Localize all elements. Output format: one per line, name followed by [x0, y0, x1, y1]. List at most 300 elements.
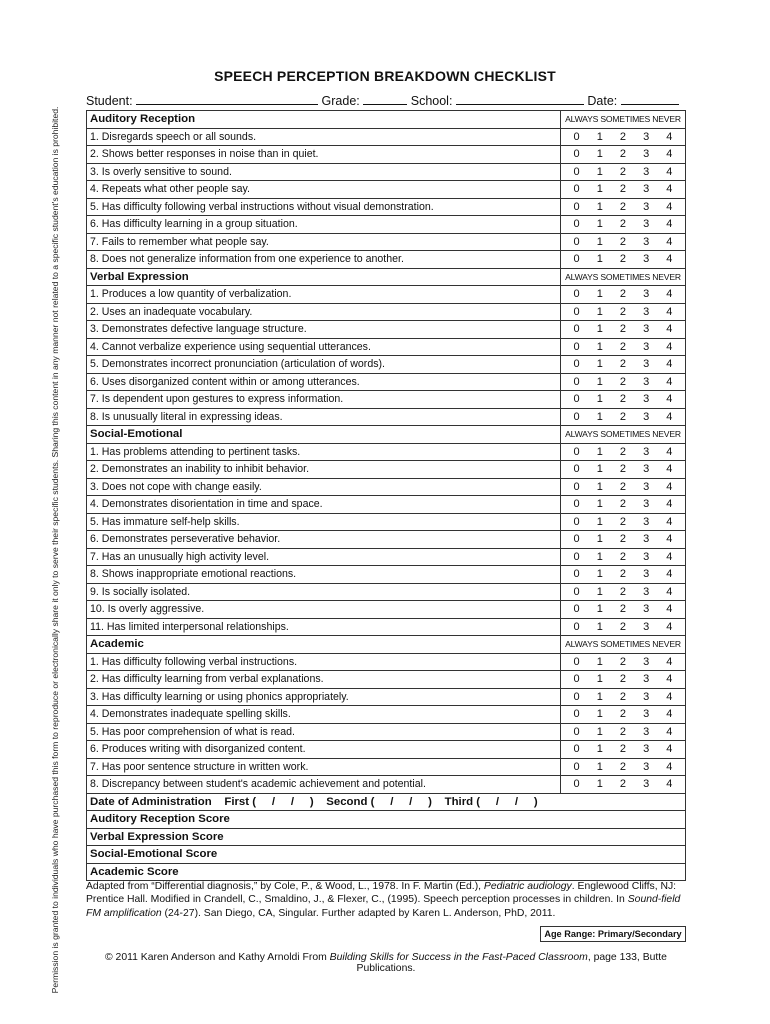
item-text: 1. Has problems attending to pertinent tasks.	[87, 443, 561, 461]
rating-option[interactable]: 0	[573, 620, 580, 633]
rating-option[interactable]: 0	[573, 305, 580, 318]
checklist-item	[87, 321, 686, 339]
rating-option[interactable]: 2	[619, 463, 627, 475]
permission-text: Permission is granted to individuals who have purchased this form to reproduce or electronically share it only to serve their specific students. Sharing this content in any manner not related to a specific student's education is prohibited.	[50, 106, 60, 994]
rating-option[interactable]: 3	[643, 550, 650, 563]
rating-option[interactable]: 1	[596, 603, 603, 615]
rating-option[interactable]: 4	[666, 708, 673, 720]
rating-cell	[561, 531, 686, 549]
rating-option[interactable]: 1	[596, 218, 603, 230]
rating-options	[561, 216, 685, 233]
rating-cell	[561, 443, 686, 461]
rating-options	[561, 304, 685, 321]
rating-option[interactable]: 0	[573, 288, 580, 300]
rating-option[interactable]: 0	[573, 673, 580, 685]
score-label[interactable]: Social-Emotional Score	[87, 846, 686, 864]
checklist-item	[87, 286, 686, 304]
item-text: 5. Has poor comprehension of what is read.	[87, 723, 561, 741]
rating-option[interactable]: 0	[573, 480, 580, 493]
rating-option[interactable]: 2	[619, 655, 627, 668]
rating-option[interactable]: 2	[619, 673, 627, 685]
rating-option[interactable]: 4	[666, 305, 673, 318]
scale-header: ALWAYS SOMETIMES NEVER	[561, 111, 686, 129]
rating-option[interactable]: 3	[643, 305, 650, 318]
rating-options	[561, 671, 685, 688]
rating-option[interactable]: 3	[643, 410, 650, 423]
checklist-item	[87, 181, 686, 199]
rating-option[interactable]: 1	[596, 515, 603, 528]
rating-option[interactable]: 3	[643, 165, 650, 178]
rating-option[interactable]: 3	[643, 183, 650, 195]
rating-option[interactable]: 2	[619, 410, 627, 423]
rating-cell	[561, 391, 686, 409]
item-text: 8. Does not generalize information from one experience to another.	[87, 251, 561, 269]
rating-option[interactable]: 4	[666, 218, 673, 230]
rating-option[interactable]: 1	[596, 673, 603, 685]
rating-option[interactable]: 0	[573, 568, 580, 580]
item-text: 2. Has difficulty learning from verbal explanations.	[87, 671, 561, 689]
checklist-item	[87, 461, 686, 479]
rating-option[interactable]: 0	[573, 725, 580, 738]
rating-option[interactable]: 3	[643, 288, 650, 300]
rating-option[interactable]: 0	[573, 410, 580, 423]
rating-option[interactable]: 3	[643, 218, 650, 230]
rating-option[interactable]: 1	[596, 498, 603, 510]
item-text: 1. Has difficulty following verbal instructions.	[87, 653, 561, 671]
rating-option[interactable]: 3	[643, 533, 650, 545]
rating-option[interactable]: 4	[666, 358, 673, 370]
rating-option[interactable]: 3	[643, 130, 650, 143]
rating-option[interactable]: 2	[619, 323, 627, 335]
rating-option[interactable]: 1	[596, 708, 603, 720]
checklist-item	[87, 566, 686, 584]
page-title: SPEECH PERCEPTION BREAKDOWN CHECKLIST	[214, 68, 556, 84]
rating-option[interactable]: 2	[619, 235, 627, 248]
rating-options	[561, 566, 685, 583]
item-text: 7. Fails to remember what people say.	[87, 233, 561, 251]
item-text: 2. Shows better responses in noise than in quiet.	[87, 146, 561, 164]
rating-option[interactable]: 2	[619, 445, 627, 458]
item-text: 4. Cannot verbalize experience using sequential utterances.	[87, 338, 561, 356]
rating-option[interactable]: 4	[666, 760, 673, 773]
checklist-item	[87, 303, 686, 321]
checklist-item	[87, 601, 686, 619]
rating-cell	[561, 478, 686, 496]
rating-option[interactable]: 3	[643, 603, 650, 615]
rating-option[interactable]: 2	[619, 305, 627, 318]
citation	[86, 880, 686, 920]
rating-cell	[561, 653, 686, 671]
rating-option[interactable]: 0	[573, 253, 580, 265]
rating-option[interactable]: 1	[596, 148, 603, 160]
item-text: 2. Demonstrates an inability to inhibit behavior.	[87, 461, 561, 479]
rating-cell	[561, 216, 686, 234]
rating-option[interactable]: 3	[643, 393, 650, 405]
rating-option[interactable]: 2	[619, 218, 627, 230]
rating-option[interactable]: 4	[666, 778, 673, 790]
rating-option[interactable]: 2	[619, 603, 627, 615]
rating-option[interactable]: 4	[666, 463, 673, 475]
checklist-item	[87, 146, 686, 164]
item-text: 7. Is dependent upon gestures to express information.	[87, 391, 561, 409]
rating-option[interactable]: 0	[573, 165, 580, 178]
rating-option[interactable]: 4	[666, 743, 673, 755]
rating-option[interactable]: 4	[666, 480, 673, 493]
rating-option[interactable]: 1	[596, 743, 603, 755]
rating-option[interactable]: 4	[666, 375, 673, 388]
rating-option[interactable]: 1	[596, 358, 603, 370]
school-field[interactable]	[456, 92, 584, 105]
rating-option[interactable]: 4	[666, 725, 673, 738]
item-text: 6. Produces writing with disorganized content.	[87, 741, 561, 759]
school-label: School:	[410, 94, 453, 108]
rating-option[interactable]: 4	[666, 130, 673, 143]
rating-option[interactable]: 3	[643, 148, 650, 160]
rating-option[interactable]: 3	[643, 445, 650, 458]
rating-option[interactable]: 2	[619, 515, 627, 528]
rating-cell	[561, 723, 686, 741]
checklist-item	[87, 706, 686, 724]
citation-text-2: . Englewood Cliffs, NJ: Prentice Hall. Modified in Crandell, C., Smaldino, J., & Flexer, C., (1995). Speech perception processes in children. In	[86, 881, 677, 906]
rating-options	[561, 251, 685, 268]
rating-option[interactable]: 4	[666, 498, 673, 510]
rating-option[interactable]: 4	[666, 288, 673, 300]
rating-option[interactable]: 2	[619, 253, 627, 265]
rating-option[interactable]: 4	[666, 200, 673, 213]
rating-cell	[561, 251, 686, 269]
checklist-item	[87, 531, 686, 549]
rating-option[interactable]: 4	[666, 235, 673, 248]
rating-option[interactable]: 3	[643, 568, 650, 580]
rating-option[interactable]: 0	[573, 585, 580, 598]
rating-option[interactable]: 2	[619, 480, 627, 493]
rating-option[interactable]: 4	[666, 148, 673, 160]
rating-option[interactable]: 1	[596, 235, 603, 248]
rating-option[interactable]: 2	[619, 358, 627, 370]
rating-option[interactable]: 1	[596, 200, 603, 213]
rating-option[interactable]: 2	[619, 165, 627, 178]
rating-cell	[561, 356, 686, 374]
rating-option[interactable]: 2	[619, 200, 627, 213]
item-text: 6. Demonstrates perseverative behavior.	[87, 531, 561, 549]
rating-option[interactable]: 2	[619, 743, 627, 755]
rating-option[interactable]: 2	[619, 183, 627, 195]
rating-option[interactable]: 2	[619, 620, 627, 633]
grade-field[interactable]	[363, 92, 407, 105]
item-text: 4. Demonstrates inadequate spelling skills.	[87, 706, 561, 724]
rating-option[interactable]: 2	[619, 148, 627, 160]
rating-option[interactable]: 1	[596, 568, 603, 580]
rating-options	[561, 531, 685, 548]
rating-option[interactable]: 4	[666, 165, 673, 178]
citation-title-2: Sound-field FM amplification	[86, 894, 681, 919]
checklist-item	[87, 408, 686, 426]
rating-option[interactable]: 1	[596, 183, 603, 195]
rating-option[interactable]: 3	[643, 235, 650, 248]
rating-options	[561, 706, 685, 723]
rating-option[interactable]: 0	[573, 690, 580, 703]
rating-option[interactable]: 1	[596, 550, 603, 563]
rating-option[interactable]: 3	[643, 358, 650, 370]
copyright	[86, 952, 686, 974]
rating-option[interactable]: 3	[643, 585, 650, 598]
rating-option[interactable]: 3	[643, 778, 650, 790]
item-text: 9. Is socially isolated.	[87, 583, 561, 601]
rating-options	[561, 461, 685, 478]
rating-options	[561, 759, 685, 776]
rating-option[interactable]: 0	[573, 655, 580, 668]
rating-option[interactable]: 0	[573, 603, 580, 615]
rating-option[interactable]: 3	[643, 463, 650, 475]
rating-option[interactable]: 0	[573, 760, 580, 773]
rating-option[interactable]: 1	[596, 393, 603, 405]
rating-cell	[561, 776, 686, 794]
rating-option[interactable]: 2	[619, 760, 627, 773]
section-header	[87, 426, 686, 444]
score-label[interactable]: Auditory Reception Score	[87, 811, 686, 829]
checklist-item	[87, 128, 686, 146]
rating-option[interactable]: 0	[573, 358, 580, 370]
rating-option[interactable]: 3	[643, 375, 650, 388]
item-text: 5. Demonstrates incorrect pronunciation (articulation of words).	[87, 356, 561, 374]
rating-cell	[561, 618, 686, 636]
rating-cell	[561, 181, 686, 199]
rating-option[interactable]: 4	[666, 445, 673, 458]
item-text: 3. Has difficulty learning or using phonics appropriately.	[87, 688, 561, 706]
rating-option[interactable]: 3	[643, 690, 650, 703]
rating-option[interactable]: 4	[666, 183, 673, 195]
rating-option[interactable]: 1	[596, 533, 603, 545]
rating-option[interactable]: 4	[666, 533, 673, 545]
rating-option[interactable]: 1	[596, 165, 603, 178]
rating-cell	[561, 461, 686, 479]
item-text: 5. Has difficulty following verbal instructions without visual demonstration.	[87, 198, 561, 216]
rating-option[interactable]: 4	[666, 393, 673, 405]
rating-option[interactable]: 1	[596, 375, 603, 388]
rating-option[interactable]: 0	[573, 183, 580, 195]
rating-option[interactable]: 2	[619, 393, 627, 405]
checklist-item	[87, 513, 686, 531]
rating-option[interactable]: 3	[643, 673, 650, 685]
rating-options	[561, 339, 685, 356]
rating-options	[561, 146, 685, 163]
rating-option[interactable]: 1	[596, 480, 603, 493]
copyright-text-1: © 2011 Karen Anderson and Kathy Arnoldi From	[105, 952, 330, 963]
rating-option[interactable]: 1	[596, 410, 603, 423]
rating-option[interactable]: 4	[666, 655, 673, 668]
rating-option[interactable]: 3	[643, 480, 650, 493]
item-text: 8. Is unusually literal in expressing ideas.	[87, 408, 561, 426]
rating-option[interactable]: 4	[666, 340, 673, 353]
checklist-item	[87, 391, 686, 409]
date-label: Date:	[587, 94, 618, 108]
rating-option[interactable]: 2	[619, 778, 627, 790]
rating-option[interactable]: 2	[619, 340, 627, 353]
rating-option[interactable]: 0	[573, 778, 580, 790]
rating-option[interactable]: 3	[643, 743, 650, 755]
date-field[interactable]	[621, 92, 679, 105]
rating-option[interactable]: 4	[666, 620, 673, 633]
rating-cell	[561, 601, 686, 619]
rating-option[interactable]: 4	[666, 585, 673, 598]
rating-option[interactable]: 0	[573, 533, 580, 545]
checklist-item	[87, 478, 686, 496]
age-range-box: Age Range: Primary/Secondary	[540, 926, 686, 942]
rating-option[interactable]: 3	[643, 655, 650, 668]
rating-option[interactable]: 3	[643, 620, 650, 633]
rating-option[interactable]: 0	[573, 130, 580, 143]
checklist-item	[87, 583, 686, 601]
rating-option[interactable]: 2	[619, 708, 627, 720]
rating-option[interactable]: 3	[643, 340, 650, 353]
rating-option[interactable]: 2	[619, 533, 627, 545]
checklist-item	[87, 251, 686, 269]
rating-option[interactable]: 4	[666, 253, 673, 265]
rating-options	[561, 479, 685, 496]
item-text: 1. Produces a low quantity of verbalization.	[87, 286, 561, 304]
checklist-item	[87, 548, 686, 566]
rating-option[interactable]: 0	[573, 708, 580, 720]
citation-title-1: Pediatric audiology	[483, 881, 572, 892]
checklist-item	[87, 688, 686, 706]
rating-option[interactable]: 2	[619, 130, 627, 143]
item-text: 5. Has immature self-help skills.	[87, 513, 561, 531]
rating-option[interactable]: 0	[573, 148, 580, 160]
rating-option[interactable]: 1	[596, 130, 603, 143]
section-header	[87, 268, 686, 286]
rating-option[interactable]: 1	[596, 585, 603, 598]
rating-option[interactable]: 1	[596, 253, 603, 265]
rating-option[interactable]: 0	[573, 323, 580, 335]
rating-options	[561, 514, 685, 531]
rating-options	[561, 321, 685, 338]
rating-cell	[561, 321, 686, 339]
item-text: 8. Discrepancy between student's academic achievement and potential.	[87, 776, 561, 794]
administration-dates[interactable]: Date of Administration First ( / / ) Second ( / / ) Third ( / / )	[87, 793, 686, 811]
rating-cell	[561, 513, 686, 531]
rating-option[interactable]: 2	[619, 690, 627, 703]
score-row	[87, 828, 686, 846]
rating-option[interactable]: 4	[666, 515, 673, 528]
rating-option[interactable]: 2	[619, 550, 627, 563]
rating-options	[561, 619, 685, 636]
rating-option[interactable]: 0	[573, 218, 580, 230]
rating-option[interactable]: 0	[573, 498, 580, 510]
rating-options	[561, 409, 685, 426]
rating-option[interactable]: 4	[666, 410, 673, 423]
citation-text-3: (24-27). San Diego, CA, Singular. Further adapted by Karen L. Anderson, PhD, 2011.	[161, 907, 556, 919]
rating-cell	[561, 758, 686, 776]
rating-cell	[561, 338, 686, 356]
rating-option[interactable]: 2	[619, 568, 627, 580]
rating-option[interactable]: 4	[666, 603, 673, 615]
rating-option[interactable]: 0	[573, 375, 580, 388]
rating-options	[561, 234, 685, 251]
rating-cell	[561, 706, 686, 724]
rating-option[interactable]: 0	[573, 340, 580, 353]
student-label: Student:	[86, 94, 133, 108]
rating-option[interactable]: 3	[643, 760, 650, 773]
rating-option[interactable]: 3	[643, 498, 650, 510]
rating-option[interactable]: 3	[643, 200, 650, 213]
rating-option[interactable]: 3	[643, 253, 650, 265]
rating-option[interactable]: 4	[666, 568, 673, 580]
rating-option[interactable]: 2	[619, 585, 627, 598]
rating-options	[561, 129, 685, 146]
rating-option[interactable]: 1	[596, 305, 603, 318]
rating-options	[561, 286, 685, 303]
scale-header: ALWAYS SOMETIMES NEVER	[561, 426, 686, 444]
rating-option[interactable]: 2	[619, 498, 627, 510]
rating-option[interactable]: 1	[596, 778, 603, 790]
rating-options	[561, 741, 685, 758]
rating-cell	[561, 128, 686, 146]
rating-option[interactable]: 3	[643, 725, 650, 738]
copyright-text-2: , page 133, Butte Publications.	[356, 952, 667, 974]
rating-cell	[561, 408, 686, 426]
student-field[interactable]	[136, 92, 318, 105]
rating-option[interactable]: 1	[596, 655, 603, 668]
rating-option[interactable]: 1	[596, 725, 603, 738]
rating-option[interactable]: 0	[573, 393, 580, 405]
rating-options	[561, 724, 685, 741]
rating-option[interactable]: 1	[596, 323, 603, 335]
rating-option[interactable]: 0	[573, 743, 580, 755]
rating-option[interactable]: 3	[643, 323, 650, 335]
rating-option[interactable]: 3	[643, 515, 650, 528]
rating-option[interactable]: 1	[596, 340, 603, 353]
checklist-item	[87, 216, 686, 234]
rating-option[interactable]: 1	[596, 760, 603, 773]
score-label[interactable]: Verbal Expression Score	[87, 828, 686, 846]
rating-option[interactable]: 0	[573, 515, 580, 528]
rating-option[interactable]: 0	[573, 463, 580, 475]
score-label[interactable]: Academic Score	[87, 863, 686, 881]
rating-cell	[561, 671, 686, 689]
rating-option[interactable]: 4	[666, 550, 673, 563]
rating-option[interactable]: 4	[666, 323, 673, 335]
rating-option[interactable]: 2	[619, 725, 627, 738]
rating-option[interactable]: 2	[619, 375, 627, 388]
rating-options	[561, 444, 685, 461]
rating-option[interactable]: 0	[573, 235, 580, 248]
rating-option[interactable]: 1	[596, 620, 603, 633]
scale-header: ALWAYS SOMETIMES NEVER	[561, 268, 686, 286]
rating-options	[561, 776, 685, 793]
rating-option[interactable]: 4	[666, 690, 673, 703]
rating-option[interactable]: 1	[596, 445, 603, 458]
rating-options	[561, 356, 685, 373]
rating-option[interactable]: 3	[643, 708, 650, 720]
citation-text-1: Adapted from “Differential diagnosis,” by Cole, P., & Wood, L., 1978. In F. Martin (Ed.),	[86, 881, 484, 892]
item-text: 7. Has an unusually high activity level.	[87, 548, 561, 566]
rating-cell	[561, 741, 686, 759]
checklist-item	[87, 776, 686, 794]
item-text: 4. Repeats what other people say.	[87, 181, 561, 199]
rating-option[interactable]: 1	[596, 463, 603, 475]
rating-option[interactable]: 2	[619, 288, 627, 300]
rating-options	[561, 496, 685, 513]
rating-option[interactable]: 0	[573, 200, 580, 213]
rating-option[interactable]: 1	[596, 288, 603, 300]
rating-option[interactable]: 1	[596, 690, 603, 703]
rating-options	[561, 164, 685, 181]
rating-option[interactable]: 4	[666, 673, 673, 685]
rating-option[interactable]: 0	[573, 550, 580, 563]
rating-option[interactable]: 0	[573, 445, 580, 458]
item-text: 6. Has difficulty learning in a group situation.	[87, 216, 561, 234]
section-header	[87, 636, 686, 654]
